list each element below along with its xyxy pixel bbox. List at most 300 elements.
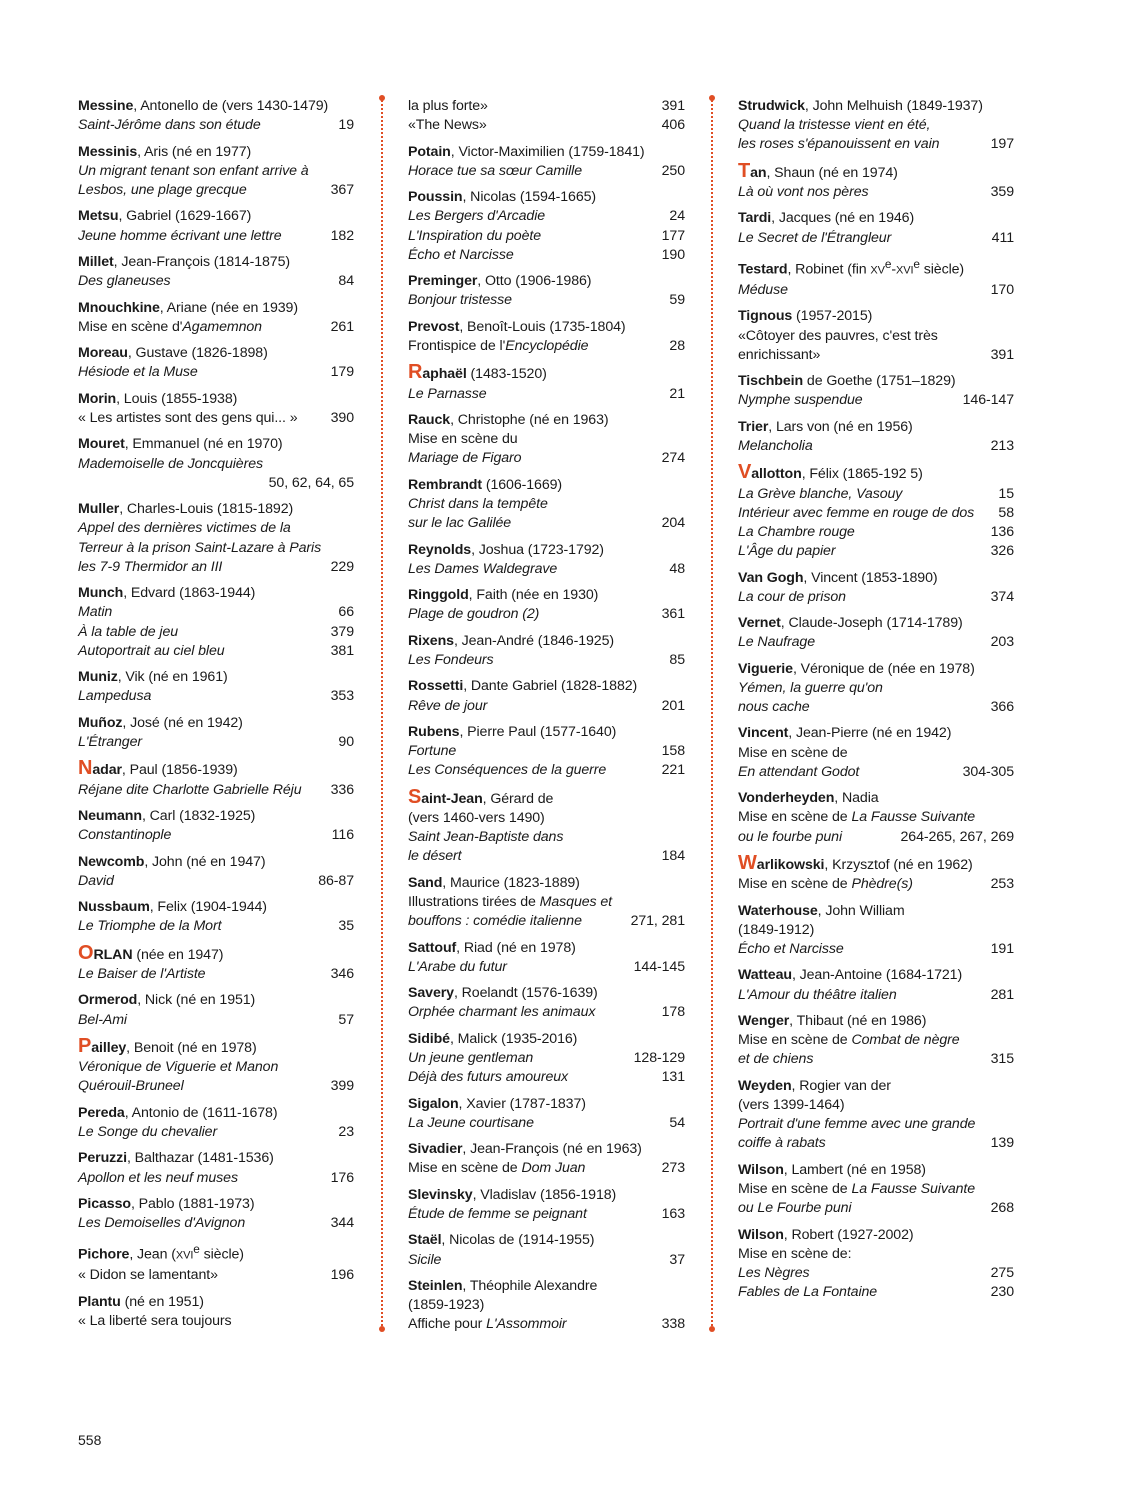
index-entry <box>408 476 685 534</box>
work-title-text: ou le fourbe puni <box>738 828 842 845</box>
entry-heading <box>408 785 685 809</box>
artist-name: Munch <box>78 585 124 602</box>
work-title-text: Fables de La Fontaine <box>738 1284 878 1301</box>
work-line <box>738 679 1014 698</box>
work-line <box>78 1266 354 1285</box>
artist-name: Testard <box>738 261 788 278</box>
page-reference: 184 <box>661 848 685 865</box>
artist-details: , Otto (1906-1986) <box>477 273 592 290</box>
entry-heading-text <box>78 500 293 519</box>
work-line <box>408 912 685 931</box>
work-title-text: «Côtoyer des pauvres, c'est très <box>738 327 938 344</box>
work-line <box>738 485 1014 504</box>
entry-heading-text <box>408 984 598 1003</box>
work-title-text: Le Naufrage <box>738 634 815 651</box>
page-reference: 275 <box>990 1265 1014 1282</box>
entry-heading <box>408 476 685 495</box>
work-line <box>408 246 685 265</box>
work-line <box>738 698 1014 717</box>
entry-heading-text <box>78 759 238 780</box>
work-title <box>408 761 606 780</box>
work-title <box>738 1031 960 1050</box>
artist-details: , Jean-Antoine (1684-1721) <box>791 967 963 984</box>
work-title <box>408 958 507 977</box>
page-reference: 179 <box>330 364 354 381</box>
page-reference: 359 <box>990 184 1014 200</box>
work-line <box>408 1003 685 1022</box>
section-letter: T <box>738 159 751 182</box>
work-title-text: Intérieur avec femme en rouge de dos <box>738 504 975 521</box>
artist-details: (1957-2015) <box>792 308 873 325</box>
page-reference: 366 <box>990 699 1014 716</box>
page-reference: 204 <box>661 515 685 532</box>
work-line <box>78 455 354 474</box>
section-letter: V <box>738 461 752 484</box>
index-entry <box>78 991 354 1029</box>
index-entry <box>408 939 685 977</box>
work-title-text: Le Songe du chevalier <box>78 1123 218 1140</box>
page-reference: 391 <box>990 346 1014 363</box>
work-title <box>78 539 321 558</box>
entry-heading-text <box>738 569 938 588</box>
work-title <box>738 391 863 410</box>
artist-details: , Faith (née en 1930) <box>468 587 599 604</box>
artist-name: Prevost <box>408 318 460 335</box>
page-reference: 268 <box>990 1200 1014 1217</box>
artist-details: , Claude-Joseph (1714-1789) <box>780 615 963 632</box>
artist-details: , Gustave (1826-1898) <box>127 345 268 362</box>
entry-heading-text <box>408 476 562 495</box>
work-title-text: Agamemnon <box>182 318 262 335</box>
entry-heading-text <box>408 541 604 560</box>
work-title-text: La Fausse Suivante <box>851 1181 976 1198</box>
work-title-text: L'Inspiration du poète <box>408 227 542 244</box>
entry-heading <box>738 614 1014 633</box>
work-title <box>408 1205 587 1224</box>
work-title <box>738 1180 975 1199</box>
artist-name: Mouret <box>78 436 125 453</box>
work-line <box>738 504 1014 523</box>
entry-heading <box>738 418 1014 437</box>
entry-heading <box>408 939 685 958</box>
artist-name: Picasso <box>78 1195 131 1212</box>
work-line <box>78 474 354 493</box>
artist-details: , Louis (1855-1938) <box>116 390 238 407</box>
artist-name: arlikowski <box>756 857 825 874</box>
work-title-text: Portrait d'une femme avec une grande <box>738 1116 976 1133</box>
entry-heading <box>78 253 354 272</box>
work-line <box>78 1312 354 1331</box>
index-entry <box>78 1149 354 1187</box>
artist-name: Newcomb <box>78 853 145 870</box>
artist-name: an <box>750 164 767 181</box>
work-title-text: Jeune homme écrivant une lettre <box>78 227 282 244</box>
entry-heading-text <box>408 723 616 742</box>
artist-name: Muñoz <box>78 714 123 731</box>
artist-details: siècle) <box>919 261 965 278</box>
work-title <box>738 698 810 717</box>
index-entry <box>408 411 685 469</box>
work-line <box>408 560 685 579</box>
entry-heading <box>738 660 1014 679</box>
work-title <box>408 1114 534 1133</box>
artist-name: RLAN <box>93 946 133 963</box>
entry-heading-text <box>78 714 243 733</box>
entry-heading <box>78 143 354 162</box>
entry-heading <box>78 435 354 454</box>
index-entry <box>408 1231 685 1269</box>
index-entry <box>78 1195 354 1233</box>
work-title <box>408 742 456 761</box>
index-entry <box>738 209 1014 247</box>
artist-details: - <box>891 261 896 278</box>
page-reference: 304-305 <box>962 763 1014 780</box>
entry-heading <box>78 759 354 780</box>
entry-heading-text <box>738 660 975 679</box>
work-line <box>408 227 685 246</box>
index-entry <box>738 614 1014 652</box>
work-title <box>408 337 588 356</box>
artist-details: , John (né en 1947) <box>144 853 266 870</box>
divider-dot-bottom-1 <box>379 1326 385 1332</box>
entry-heading <box>408 318 685 337</box>
work-title <box>78 318 262 337</box>
work-title <box>738 1245 851 1264</box>
work-title <box>408 1049 533 1068</box>
index-entry <box>78 584 354 661</box>
index-entry <box>78 390 354 428</box>
artist-name: Pichore <box>78 1247 130 1264</box>
work-title <box>738 1134 826 1153</box>
work-title-text: Écho et Narcisse <box>738 941 844 958</box>
entry-heading-text <box>408 1095 586 1114</box>
page-reference: 158 <box>661 743 685 760</box>
index-entry <box>408 632 685 670</box>
entry-heading-text <box>738 1226 914 1245</box>
page-reference: 178 <box>661 1004 685 1021</box>
entry-heading <box>738 854 1014 875</box>
artist-details: , Vladislav (1856-1918) <box>472 1186 617 1203</box>
work-title-text: En attendant Godot <box>738 763 860 780</box>
page-reference: 201 <box>661 697 685 714</box>
entry-heading <box>78 1034 354 1058</box>
entry-heading <box>78 1149 354 1168</box>
work-title-text: L'Étranger <box>78 733 143 750</box>
artist-details: , Benoit (né en 1978) <box>126 1039 257 1056</box>
work-title-text: Bel-Ami <box>78 1011 127 1028</box>
entry-heading <box>78 991 354 1010</box>
work-line <box>408 449 685 468</box>
work-title <box>78 965 205 984</box>
artist-name: Tardi <box>738 210 772 227</box>
entry-heading-text <box>78 853 265 872</box>
work-title <box>78 623 178 642</box>
artist-details: , Ariane (née en 1939) <box>159 299 298 316</box>
artist-details: siècle) <box>199 1247 244 1264</box>
section-letter: R <box>408 361 423 384</box>
page-reference: 203 <box>990 634 1014 651</box>
work-line <box>738 1050 1014 1069</box>
work-prefix: Mise en scène de <box>738 1181 852 1198</box>
century-suffix: e <box>193 1242 200 1257</box>
work-line <box>738 633 1014 652</box>
artist-details: , Félix (1865-192 5) <box>801 466 923 483</box>
work-title <box>78 455 263 474</box>
artist-details: , Jacques (né en 1946) <box>771 210 915 227</box>
artist-details: , Lambert (né en 1958) <box>783 1161 926 1178</box>
entry-heading-text <box>738 463 923 484</box>
work-line <box>408 847 685 866</box>
artist-details: , Xavier (1787-1837) <box>458 1095 586 1112</box>
artist-details: , Joshua (1723-1792) <box>471 541 604 558</box>
column-divider-2 <box>711 97 713 1329</box>
work-title <box>408 514 511 533</box>
work-title <box>78 872 114 891</box>
work-line <box>738 437 1014 456</box>
page-reference: 35 <box>338 918 354 935</box>
work-title <box>738 1283 877 1302</box>
work-title-text: La Jeune courtisane <box>408 1114 534 1131</box>
work-title <box>738 679 883 698</box>
artist-details: , Théophile Alexandre <box>462 1277 598 1294</box>
entry-heading-text <box>738 307 872 326</box>
divider-dot-bottom-2 <box>709 1326 715 1332</box>
artist-name: allotton <box>751 466 802 483</box>
work-title <box>78 409 298 428</box>
page-reference: 128-129 <box>633 1049 685 1066</box>
work-line <box>738 986 1014 1005</box>
page-reference: 326 <box>990 543 1014 560</box>
artist-details: , Robinet (fin <box>787 261 871 278</box>
entry-heading <box>408 411 685 430</box>
work-line <box>738 875 1014 894</box>
artist-details: , Paul (1856-1939) <box>121 762 238 779</box>
work-title <box>78 162 309 181</box>
artist-details: , Lars von (né en 1956) <box>768 418 913 435</box>
work-title-text: La cour de prison <box>738 588 846 605</box>
work-line <box>78 623 354 642</box>
entry-heading <box>408 1095 685 1114</box>
work-title <box>738 1096 844 1115</box>
index-entry <box>738 255 1014 300</box>
page-reference: 190 <box>661 246 685 263</box>
page-reference: 85 <box>669 651 685 668</box>
work-title-text: Yémen, la guerre qu'on <box>738 679 883 696</box>
artist-details: , Nicolas de (1914-1955) <box>441 1232 595 1249</box>
work-line <box>408 1114 685 1133</box>
century-numeral: XVI <box>895 264 914 277</box>
work-title-text: Le Secret de l'Étrangleur <box>738 229 892 246</box>
artist-name: Reynolds <box>408 541 472 558</box>
work-title <box>738 921 814 940</box>
index-entry <box>408 586 685 624</box>
entry-heading <box>738 569 1014 588</box>
section-letter: W <box>738 852 757 875</box>
entry-heading <box>408 632 685 651</box>
page-reference: 139 <box>990 1135 1014 1152</box>
index-entry <box>408 1186 685 1224</box>
index-entry <box>78 853 354 891</box>
entry-heading <box>738 255 1014 281</box>
work-line <box>78 363 354 382</box>
work-title <box>408 246 514 265</box>
artist-name: Rossetti <box>408 678 464 695</box>
work-title <box>738 744 848 763</box>
work-title-text: Christ dans la tempête <box>408 495 548 512</box>
index-entry <box>78 714 354 752</box>
artist-name: Messinis <box>78 143 138 160</box>
index-entry <box>78 299 354 337</box>
work-title <box>78 227 282 246</box>
work-line <box>738 346 1014 365</box>
index-entry <box>738 1077 1014 1154</box>
artist-name: Steinlen <box>408 1277 463 1294</box>
work-title-text: « Les artistes sont des gens qui... » <box>78 409 298 426</box>
work-title-text: L'Assommoir <box>486 1316 567 1333</box>
work-title <box>408 162 582 181</box>
work-line <box>78 965 354 984</box>
century-numeral: XV <box>870 264 885 277</box>
work-line <box>408 116 685 135</box>
page-reference: 28 <box>669 337 685 354</box>
entry-heading <box>738 789 1014 808</box>
work-title <box>738 808 975 827</box>
section-letter: O <box>78 941 94 964</box>
entry-heading <box>738 1226 1014 1245</box>
artist-details: , Charles-Louis (1815-1892) <box>119 501 294 518</box>
artist-name: aphaël <box>422 366 467 383</box>
work-title-text: Réjane dite Charlotte Gabrielle Réju <box>78 781 302 798</box>
index-entry <box>408 874 685 932</box>
entry-heading-text <box>408 632 614 651</box>
artist-name: Muller <box>78 501 120 518</box>
section-letter: S <box>408 785 422 808</box>
work-title-text: Les Conséquences de la guerre <box>408 762 607 779</box>
artist-name: Vonderheyden <box>738 790 835 807</box>
work-line <box>738 523 1014 542</box>
index-entry <box>408 785 685 867</box>
page-reference: 182 <box>330 227 354 244</box>
work-title-text: Quérouil-Bruneel <box>78 1078 184 1095</box>
page-reference: 390 <box>330 409 354 426</box>
index-entry <box>738 660 1014 718</box>
work-title <box>78 642 225 661</box>
work-title <box>408 207 545 226</box>
work-title-text: Hésiode et la Muse <box>78 364 198 381</box>
page-reference: 315 <box>990 1051 1014 1068</box>
work-prefix: Mise en scène de <box>738 876 852 893</box>
artist-name: Vincent <box>738 725 789 742</box>
entry-heading-text <box>738 1161 926 1180</box>
work-line <box>738 940 1014 959</box>
entry-heading <box>78 97 354 116</box>
entry-heading-text <box>78 143 251 162</box>
artist-details: , Jean ( <box>129 1247 176 1264</box>
entry-heading-text <box>78 898 267 917</box>
work-line <box>78 733 354 752</box>
page-reference: 144-145 <box>633 958 685 975</box>
artist-details: , Véronique de (née en 1978) <box>792 660 975 677</box>
work-line <box>408 495 685 514</box>
work-line <box>78 539 354 558</box>
index-entry <box>408 188 685 265</box>
page-reference: 23 <box>338 1123 354 1140</box>
column-divider-1 <box>381 97 383 1329</box>
entry-heading-text <box>408 272 591 291</box>
entry-heading <box>408 541 685 560</box>
artist-details: , Victor-Maximilien (1759-1841) <box>450 143 645 160</box>
entry-heading <box>78 714 354 733</box>
entry-heading <box>78 668 354 687</box>
page-reference: 379 <box>330 623 354 640</box>
artist-details: , Malick (1935-2016) <box>449 1030 578 1047</box>
index-entry <box>78 759 354 799</box>
entry-heading-text <box>408 677 637 696</box>
work-prefix: Mise en scène d' <box>78 318 183 335</box>
entry-heading <box>78 1240 354 1266</box>
entry-heading-text <box>78 668 228 687</box>
page-reference: 48 <box>669 560 685 577</box>
entry-heading-text <box>78 435 282 454</box>
page-reference: 399 <box>330 1078 354 1095</box>
work-title-text: David <box>78 872 114 889</box>
entry-heading <box>408 586 685 605</box>
page-reference: 136 <box>990 523 1014 540</box>
entry-heading-text <box>738 418 913 437</box>
artist-details: , Jean-André (1846-1925) <box>453 632 615 649</box>
work-title <box>738 763 859 782</box>
index-entry <box>408 984 685 1022</box>
work-title-text: Constantinople <box>78 827 172 844</box>
artist-name: Van Gogh <box>738 569 804 586</box>
work-line <box>738 116 1014 135</box>
entry-heading <box>738 724 1014 743</box>
entry-heading-text <box>408 1030 577 1049</box>
work-prefix: Mise en scène de <box>738 809 852 826</box>
work-title <box>78 1077 184 1096</box>
page-reference: 344 <box>330 1215 354 1232</box>
work-title <box>738 183 869 202</box>
entry-heading-text <box>738 372 956 391</box>
work-line <box>738 1096 1014 1115</box>
work-title <box>78 603 112 622</box>
work-title-text: Les Dames Waldegrave <box>408 560 558 577</box>
entry-heading <box>738 1077 1014 1096</box>
artist-name: Rixens <box>408 632 454 649</box>
work-title-text: Déjà des futurs amoureux <box>408 1069 569 1086</box>
work-title-text: À la table de jeu <box>78 623 179 640</box>
entry-heading <box>738 307 1014 326</box>
entry-heading-text <box>738 255 964 281</box>
index-entry <box>738 789 1014 847</box>
artist-name: Millet <box>78 253 114 270</box>
work-title-text: La Grève blanche, Vasouy <box>738 485 903 502</box>
page-reference: 54 <box>669 1114 685 1131</box>
work-title-text: Horace tue sa sœur Camille <box>408 162 583 179</box>
index-entry <box>78 1104 354 1142</box>
page-reference: 281 <box>990 986 1014 1003</box>
work-title-text: enrichissant» <box>738 346 821 363</box>
work-line <box>738 763 1014 782</box>
index-entry <box>738 159 1014 202</box>
entry-heading <box>78 898 354 917</box>
page-reference: 57 <box>338 1011 354 1028</box>
work-title <box>408 697 487 716</box>
artist-name: Sand <box>408 874 443 891</box>
work-title-text: Phèdre(s) <box>851 876 913 893</box>
work-line <box>78 917 354 936</box>
work-title-text: Combat de nègre <box>851 1032 960 1049</box>
